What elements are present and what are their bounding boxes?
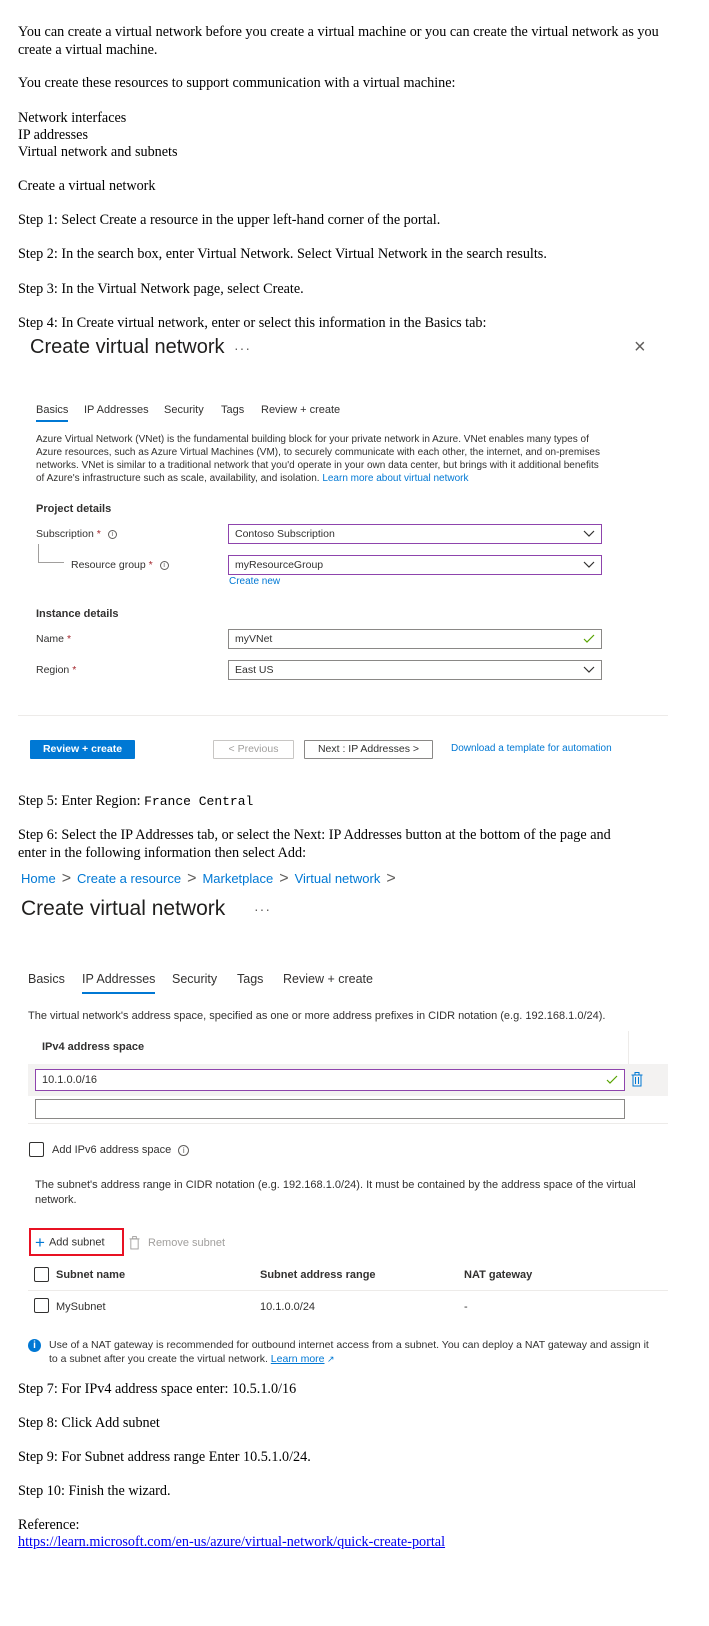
step-9: Step 9: For Subnet address range Enter 10.5.1.0/24. — [18, 1449, 311, 1465]
chevron-down-icon — [583, 529, 595, 539]
tree-connector — [38, 544, 39, 562]
previous-button[interactable]: < Previous — [213, 740, 294, 759]
learn-more-link[interactable]: Learn more about virtual network — [322, 473, 469, 484]
close-icon[interactable]: × — [634, 336, 646, 358]
ipv4-header: IPv4 address space — [42, 1041, 145, 1053]
address-space-description: The virtual network's address space, specified as one or more address prefixes in CIDR notation (e.g. 192.168.1.0/24). — [28, 1010, 606, 1022]
nat-gateway-value: - — [464, 1301, 468, 1313]
description-text: Azure Virtual Network (VNet) is the fundamental building block for your private network in Azure. VNet enables many types of Azure resources, such as Azure Virtual Machines (VM), to securely communicate with each other, the internet, and on-premises networks. VNet is similar to a traditional network that you'd operate in your own data center, but brings with it additional benefits of Azure's infrastructure such as scale, availability, and isolation. — [36, 434, 600, 484]
tab-ip-addresses[interactable]: IP Addresses — [84, 404, 149, 416]
more-icon[interactable]: ··· — [254, 901, 271, 917]
create-new-link[interactable]: Create new — [229, 576, 281, 587]
column-nat-gateway: NAT gateway — [464, 1269, 533, 1281]
project-details-heading: Project details — [36, 503, 112, 515]
breadcrumb-create-resource[interactable]: Create a resource — [77, 871, 182, 886]
intro-paragraph-1: You can create a virtual network before you create a virtual machine or you can create the virtual network as you create a virtual machine. — [18, 24, 659, 58]
subscription-label: Subscription * i — [36, 528, 117, 540]
step-3: Step 3: In the Virtual Network page, select Create. — [18, 281, 304, 297]
ip-addresses-screenshot — [0, 866, 709, 1376]
subnet-range-value: 10.1.0.0/24 — [260, 1301, 316, 1313]
step-7: Step 7: For IPv4 address space enter: 10.5.1.0/16 — [18, 1381, 297, 1397]
resource-group-select[interactable]: myResourceGroup — [228, 555, 602, 575]
trash-icon — [129, 1236, 140, 1250]
required-mark: * — [66, 633, 72, 645]
resource-group-label: Resource group * i — [71, 559, 169, 571]
vnet-description — [36, 433, 606, 485]
list-item: Network interfaces — [18, 110, 127, 126]
subscription-select[interactable]: Contoso Subscription — [228, 524, 602, 544]
region-label: Region * — [36, 664, 77, 676]
name-input[interactable]: myVNet — [228, 629, 602, 649]
info-icon[interactable]: i — [108, 530, 117, 539]
select-all-checkbox[interactable] — [34, 1267, 49, 1282]
tab-review-create[interactable]: Review + create — [261, 404, 341, 416]
divider — [28, 1123, 668, 1124]
step-10: Step 10: Finish the wizard. — [18, 1483, 171, 1499]
column-divider — [628, 1031, 629, 1066]
tab-review-create[interactable]: Review + create — [283, 972, 373, 986]
row-checkbox[interactable] — [34, 1298, 49, 1313]
instance-details-heading: Instance details — [36, 608, 119, 620]
breadcrumb-home[interactable]: Home — [21, 871, 56, 886]
intro-paragraph-2: You create these resources to support communication with a virtual machine: — [18, 75, 456, 91]
chevron-down-icon — [583, 665, 595, 675]
ipv4-address-input[interactable]: 10.1.0.0/16 — [35, 1069, 625, 1091]
name-label: Name * — [36, 633, 72, 645]
step-4: Step 4: In Create virtual network, enter or select this information in the Basics tab: — [18, 315, 487, 331]
step-8: Step 8: Click Add subnet — [18, 1415, 160, 1431]
region-select[interactable]: East US — [228, 660, 602, 680]
region-value-code: France Central — [144, 794, 254, 809]
remove-subnet-button[interactable]: Remove subnet — [148, 1237, 226, 1249]
step-2: Step 2: In the search box, enter Virtual Network. Select Virtual Network in the search results. — [18, 246, 547, 262]
download-template-link[interactable]: Download a template for automation — [451, 743, 612, 754]
add-ipv6-checkbox[interactable] — [29, 1142, 44, 1157]
tab-basics[interactable]: Basics — [36, 404, 69, 416]
basics-screenshot — [0, 330, 709, 780]
next-ip-addresses-button[interactable]: Next : IP Addresses > — [304, 740, 433, 759]
checkmark-icon — [583, 634, 595, 644]
column-subnet-range: Subnet address range — [260, 1269, 376, 1281]
tab-ip-addresses[interactable]: IP Addresses — [82, 972, 156, 986]
breadcrumb: Home > Create a resource > Marketplace > Virtual network > — [21, 870, 396, 887]
tab-security[interactable]: Security — [172, 972, 218, 986]
tab-basics[interactable]: Basics — [28, 972, 65, 986]
required-mark: * — [96, 528, 101, 540]
info-icon[interactable]: i — [178, 1145, 189, 1156]
plus-icon: + — [35, 1233, 45, 1252]
add-subnet-button[interactable]: + Add subnet — [35, 1233, 105, 1252]
external-link-icon: ↗ — [324, 1354, 335, 1364]
tree-connector — [38, 562, 64, 563]
tab-security[interactable]: Security — [164, 404, 204, 416]
step-6: Step 6: Select the IP Addresses tab, or select the Next: IP Addresses button at the bottom of the page and enter in the following information then select Add: — [18, 827, 611, 861]
nat-info-message: Use of a NAT gateway is recommended for outbound internet access from a subnet. You can deploy a NAT gateway and assign it to a subnet after you create the virtual network. Learn more ↗ — [49, 1339, 649, 1365]
step-1: Step 1: Select Create a resource in the upper left-hand corner of the portal. — [18, 212, 441, 228]
info-icon[interactable]: i — [160, 561, 169, 570]
more-icon[interactable]: ··· — [234, 340, 251, 356]
divider — [28, 1290, 668, 1291]
page-title: Create virtual network — [30, 336, 225, 358]
checkmark-icon — [606, 1075, 618, 1085]
reference-link[interactable]: https://learn.microsoft.com/en-us/azure/virtual-network/quick-create-portal — [18, 1534, 446, 1550]
list-item: Virtual network and subnets — [18, 144, 178, 160]
tab-tags[interactable]: Tags — [237, 972, 264, 986]
section-heading: Create a virtual network — [18, 178, 156, 194]
page-title: Create virtual network — [21, 897, 226, 920]
divider — [18, 715, 668, 716]
required-mark: * — [148, 559, 153, 571]
ipv4-address-empty-input[interactable] — [35, 1099, 625, 1119]
step-5: Step 5: Enter Region: France Central — [18, 793, 254, 809]
tab-tags[interactable]: Tags — [221, 404, 245, 416]
column-subnet-name: Subnet name — [56, 1269, 126, 1281]
review-create-button[interactable]: Review + create — [30, 740, 135, 759]
add-ipv6-label: Add IPv6 address space i — [52, 1143, 189, 1158]
reference-paragraph — [18, 1533, 445, 1551]
reference-label: Reference: — [18, 1517, 80, 1533]
learn-more-link[interactable]: Learn more — [270, 1353, 325, 1365]
info-icon: i — [28, 1339, 41, 1352]
chevron-down-icon — [583, 560, 595, 570]
subnet-description: The subnet's address range in CIDR notation (e.g. 192.168.1.0/24). It must be contained by the address space of the virtual network. — [35, 1179, 636, 1206]
subnet-name-link[interactable]: MySubnet — [56, 1301, 106, 1313]
breadcrumb-virtual-network[interactable]: Virtual network — [294, 871, 381, 886]
list-item: IP addresses — [18, 127, 89, 143]
breadcrumb-marketplace[interactable]: Marketplace — [202, 871, 274, 886]
required-mark: * — [72, 664, 77, 676]
trash-icon[interactable] — [631, 1072, 643, 1087]
